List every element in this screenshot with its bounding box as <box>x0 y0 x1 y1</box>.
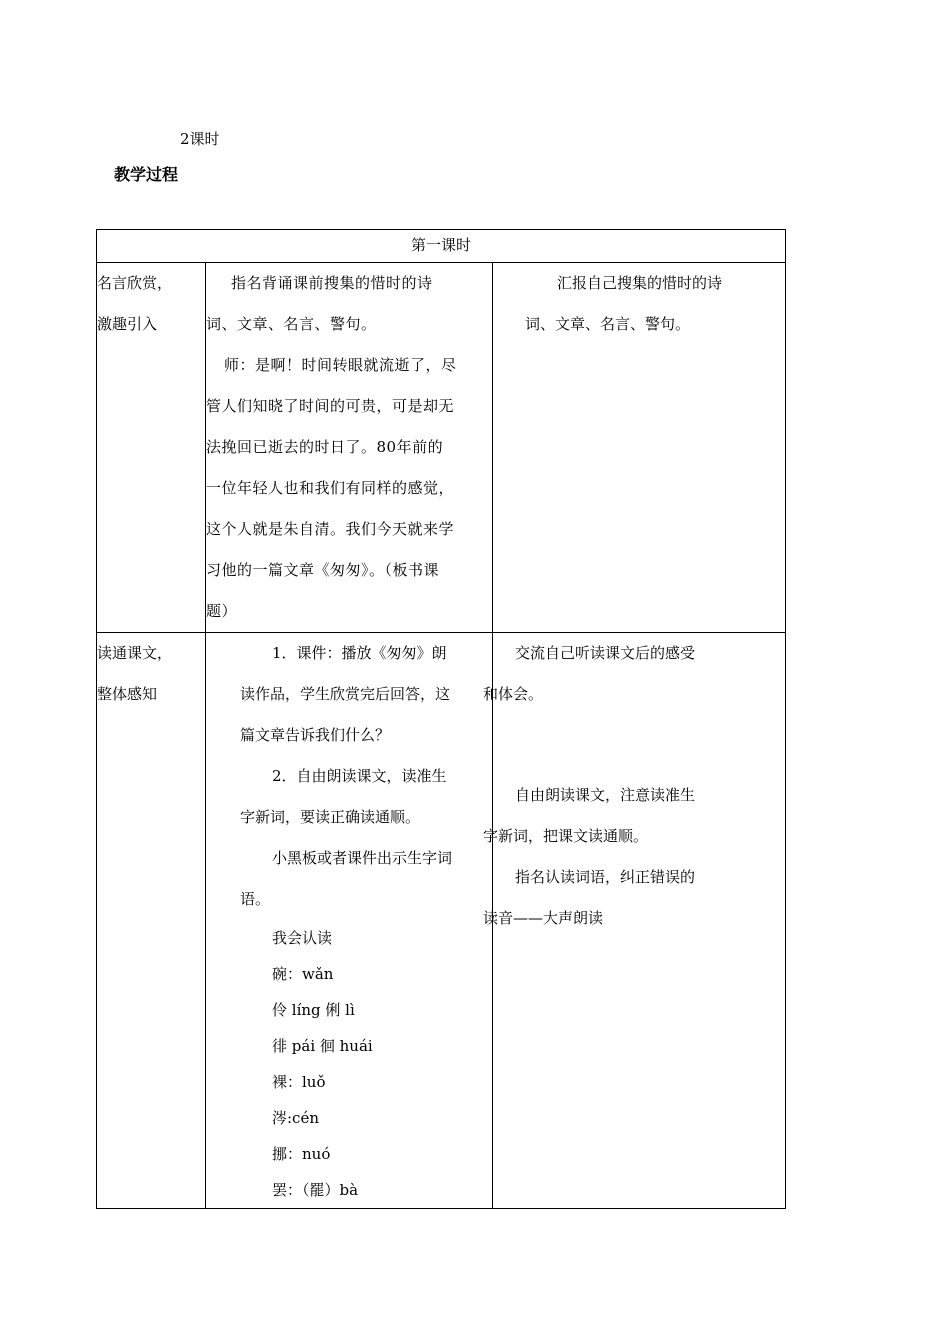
teacher-text-line: 篇文章告诉我们什么？ <box>240 726 391 744</box>
student-activity-cell <box>483 633 786 1209</box>
stage-line: 激趣引入 <box>97 315 158 333</box>
stage-line: 名言欣赏， <box>97 274 173 292</box>
teacher-text-line: 这个人就是朱自清。我们今天就来学 <box>206 520 455 538</box>
teacher-text-line: 师：是啊！时间转眼就流逝了，尽 <box>224 356 457 374</box>
section-heading: 教学过程 <box>114 165 179 184</box>
word-item: 涔:cén <box>272 1109 319 1127</box>
student-text-line: 汇报自己搜集的惜时的诗 <box>557 274 723 292</box>
teacher-text-line: 习他的一篇文章《匆匆》。（板书课 <box>206 561 440 579</box>
teacher-text-line: 1．课件：播放《匆匆》朗 <box>272 644 447 662</box>
student-text-line: 字新词，把课文读通顺。 <box>483 827 649 845</box>
word-item: 罢：（罷）bà <box>272 1181 359 1199</box>
teacher-text-line: 2．自由朗读课文，读准生 <box>272 767 447 785</box>
teacher-text-line: 字新词，要读正确读通顺。 <box>240 808 421 826</box>
word-item: 挪：nuó <box>272 1145 331 1163</box>
student-text-line: 和体会。 <box>483 685 544 703</box>
table-title: 第一课时 <box>97 230 786 263</box>
teacher-text-line: 管人们知晓了时间的可贵，可是却无 <box>206 397 455 415</box>
table-row <box>97 633 786 1209</box>
stage-cell <box>97 633 206 1209</box>
spacer <box>493 715 785 775</box>
word-item: 碗：wǎn <box>272 965 334 983</box>
lesson-hours: 2课时 <box>180 130 220 148</box>
word-item: 伶 líng 俐 lì <box>272 1001 355 1019</box>
word-item: 裸：luǒ <box>272 1073 326 1091</box>
teacher-text-line: 指名背诵课前搜集的惜时的诗 <box>231 274 433 292</box>
student-text-line: 词、文章、名言、警句。 <box>525 315 691 333</box>
student-text-line: 指名认读词语，纠正错误的 <box>515 868 696 886</box>
teacher-text-line: 读作品，学生欣赏完后回答，这 <box>240 685 451 703</box>
student-text-line: 读音——大声朗读 <box>483 909 604 927</box>
teacher-text-line: 小黑板或者课件出示生字词 <box>272 849 453 867</box>
table-title-row <box>97 230 786 263</box>
lesson-table <box>96 229 786 1209</box>
stage-line: 读通课文， <box>97 644 173 662</box>
teacher-text-line: 词、文章、名言、警句。 <box>206 315 377 333</box>
word-list-title: 我会认读 <box>272 929 333 947</box>
teacher-text-line: 法挽回已逝去的时日了。80年前的 <box>206 438 444 456</box>
teacher-activity-cell <box>206 633 493 1209</box>
teacher-text-line: 一位年轻人也和我们有同样的感觉， <box>206 479 455 497</box>
word-item: 徘 pái 徊 huái <box>272 1037 373 1055</box>
stage-cell <box>97 263 206 633</box>
student-activity-cell <box>493 263 786 633</box>
teacher-text-line: 语。 <box>240 890 271 908</box>
student-text-line: 自由朗读课文，注意读准生 <box>515 786 696 804</box>
stage-line: 整体感知 <box>97 685 158 703</box>
teacher-text-line: 题） <box>206 602 238 620</box>
table-row <box>97 263 786 633</box>
teacher-activity-cell <box>206 263 493 633</box>
student-text-line: 交流自己听读课文后的感受 <box>515 644 696 662</box>
